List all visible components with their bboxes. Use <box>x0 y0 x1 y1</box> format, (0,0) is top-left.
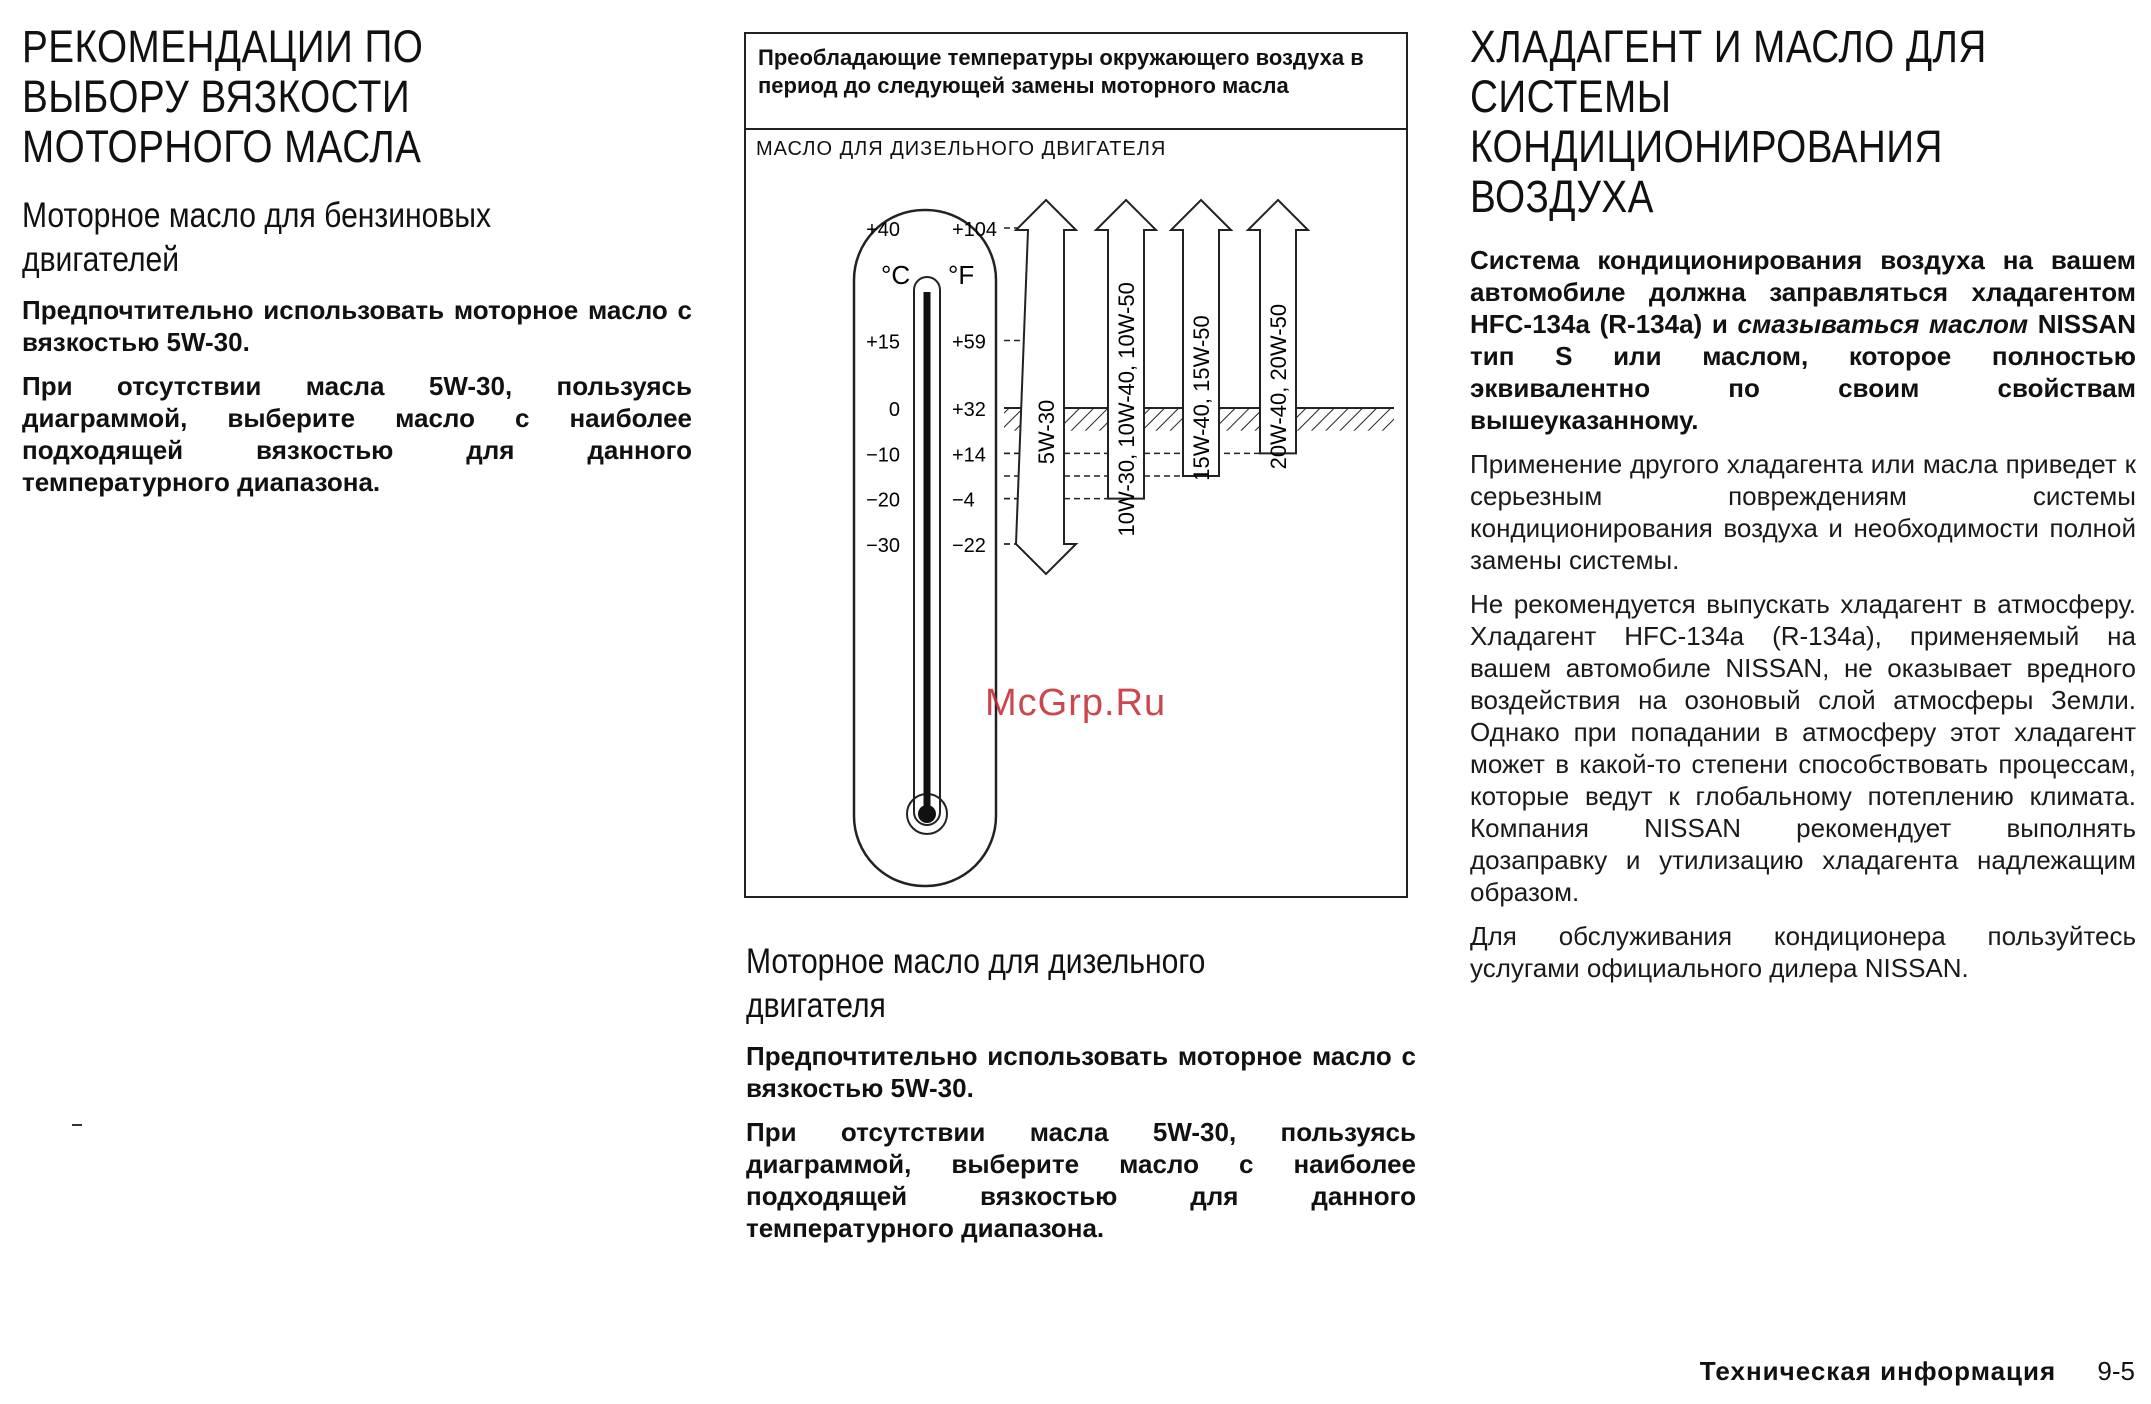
middle-para-2: При отсутствии масла 5W-30, пользуясь диаграммой, выберите масло с наиболее подходящей вязкостью для данного температурного диапазона. <box>746 1117 1416 1243</box>
celsius-tick-label: −10 <box>866 444 900 467</box>
footer-section: Техническая информация <box>1699 1356 2057 1386</box>
fahrenheit-tick-label: −22 <box>952 535 986 557</box>
viscosity-diagram <box>744 32 1408 898</box>
fahrenheit-tick-label: +32 <box>952 399 986 421</box>
middle-column <box>746 940 1416 1256</box>
viscosity-bar-label: 5W-30 <box>1034 399 1059 465</box>
viscosity-bar-label: 10W-30, 10W-40, 10W-50 <box>1114 282 1139 537</box>
fahrenheit-tick-label: +59 <box>952 331 986 354</box>
page-number: 9-5 <box>2097 1356 2135 1386</box>
page-footer <box>1700 1356 2135 1387</box>
viscosity-chart <box>746 34 1406 896</box>
right-para-1-em: смазываться маслом <box>1737 309 2029 339</box>
viscosity-bar-label: 20W-40, 20W-50 <box>1266 303 1291 470</box>
diagram-header: Преобладающие температуры окружающего воздуха в период до следующей замены моторного масла <box>746 34 1406 130</box>
right-column <box>1470 22 2136 996</box>
fahrenheit-tick-label: −4 <box>952 489 975 512</box>
diagram-subheader: МАСЛО ДЛЯ ДИЗЕЛЬНОГО ДВИГАТЕЛЯ <box>756 138 1167 160</box>
right-para-1 <box>1470 244 2136 436</box>
fahrenheit-tick-label: +104 <box>952 219 998 241</box>
celsius-tick-label: +40 <box>866 219 900 241</box>
watermark: McGrp.Ru <box>985 682 1167 724</box>
celsius-tick-label: 0 <box>888 399 900 421</box>
celsius-tick-label: −30 <box>866 535 900 557</box>
left-column <box>22 22 692 510</box>
right-para-1-a: Система кондиционирования воздуха на вашем автомобиле должна заправляться хладагентом HFC-134a (R-134a) и <box>1470 245 2136 339</box>
right-title: ХЛАДАГЕНТ И МАСЛО ДЛЯ СИСТЕМЫ КОНДИЦИОНИРОВАНИЯ ВОЗДУХА <box>1470 21 1987 222</box>
left-subtitle: Моторное масло для бензиновых двигателей <box>22 196 492 279</box>
right-para-1-b: NISSAN тип S или маслом, которое полностью эквивалентно по своим свойствам вышеуказанному. <box>1470 309 2136 435</box>
viscosity-range-bar <box>1016 200 1076 574</box>
stray-dash <box>72 1124 82 1126</box>
right-para-2: Применение другого хладагента или масла приведет к серьезным повреждениям системы кондиционирования воздуха и необходимости полной замены системы. <box>1470 449 2136 575</box>
middle-para-1: Предпочтительно использовать моторное масло с вязкостью 5W-30. <box>746 1041 1416 1103</box>
fahrenheit-tick-label: +14 <box>952 444 986 467</box>
celsius-tick-label: +15 <box>866 331 900 354</box>
celsius-tick-label: −20 <box>866 489 900 512</box>
left-title: РЕКОМЕНДАЦИИ ПО ВЫБОРУ ВЯЗКОСТИ МОТОРНОГО МАСЛА <box>22 21 424 172</box>
unit-celsius: °C <box>881 260 911 290</box>
left-para-1: Предпочтительно использовать моторное масло с вязкостью 5W-30. <box>22 295 692 357</box>
left-para-2: При отсутствии масла 5W-30, пользуясь диаграммой, выберите масло с наиболее подходящей вязкостью для данного температурного диапазона. <box>22 371 692 497</box>
right-para-4: Для обслуживания кондиционера пользуйтесь услугами официального дилера NISSAN. <box>1470 921 2136 983</box>
middle-subtitle: Моторное масло для дизельного двигателя <box>746 942 1206 1025</box>
unit-fahrenheit: °F <box>948 260 975 290</box>
viscosity-bar-label: 15W-40, 15W-50 <box>1189 315 1214 481</box>
right-para-3: Не рекомендуется выпускать хладагент в атмосферу. Хладагент HFC-134a (R-134a), применяемый на вашем автомобиле NISSAN, не оказывает вредного воздействия на озоновый слой атмосферы Земли. Однако при попадании в атмосферу этот хладагент может в какой-то степени способствовать процессам, которые ведут к глобальному потеплению климата. Компания NISSAN рекомендует выполнять дозаправку и утилизацию хладагента надлежащим образом. <box>1470 589 2136 907</box>
